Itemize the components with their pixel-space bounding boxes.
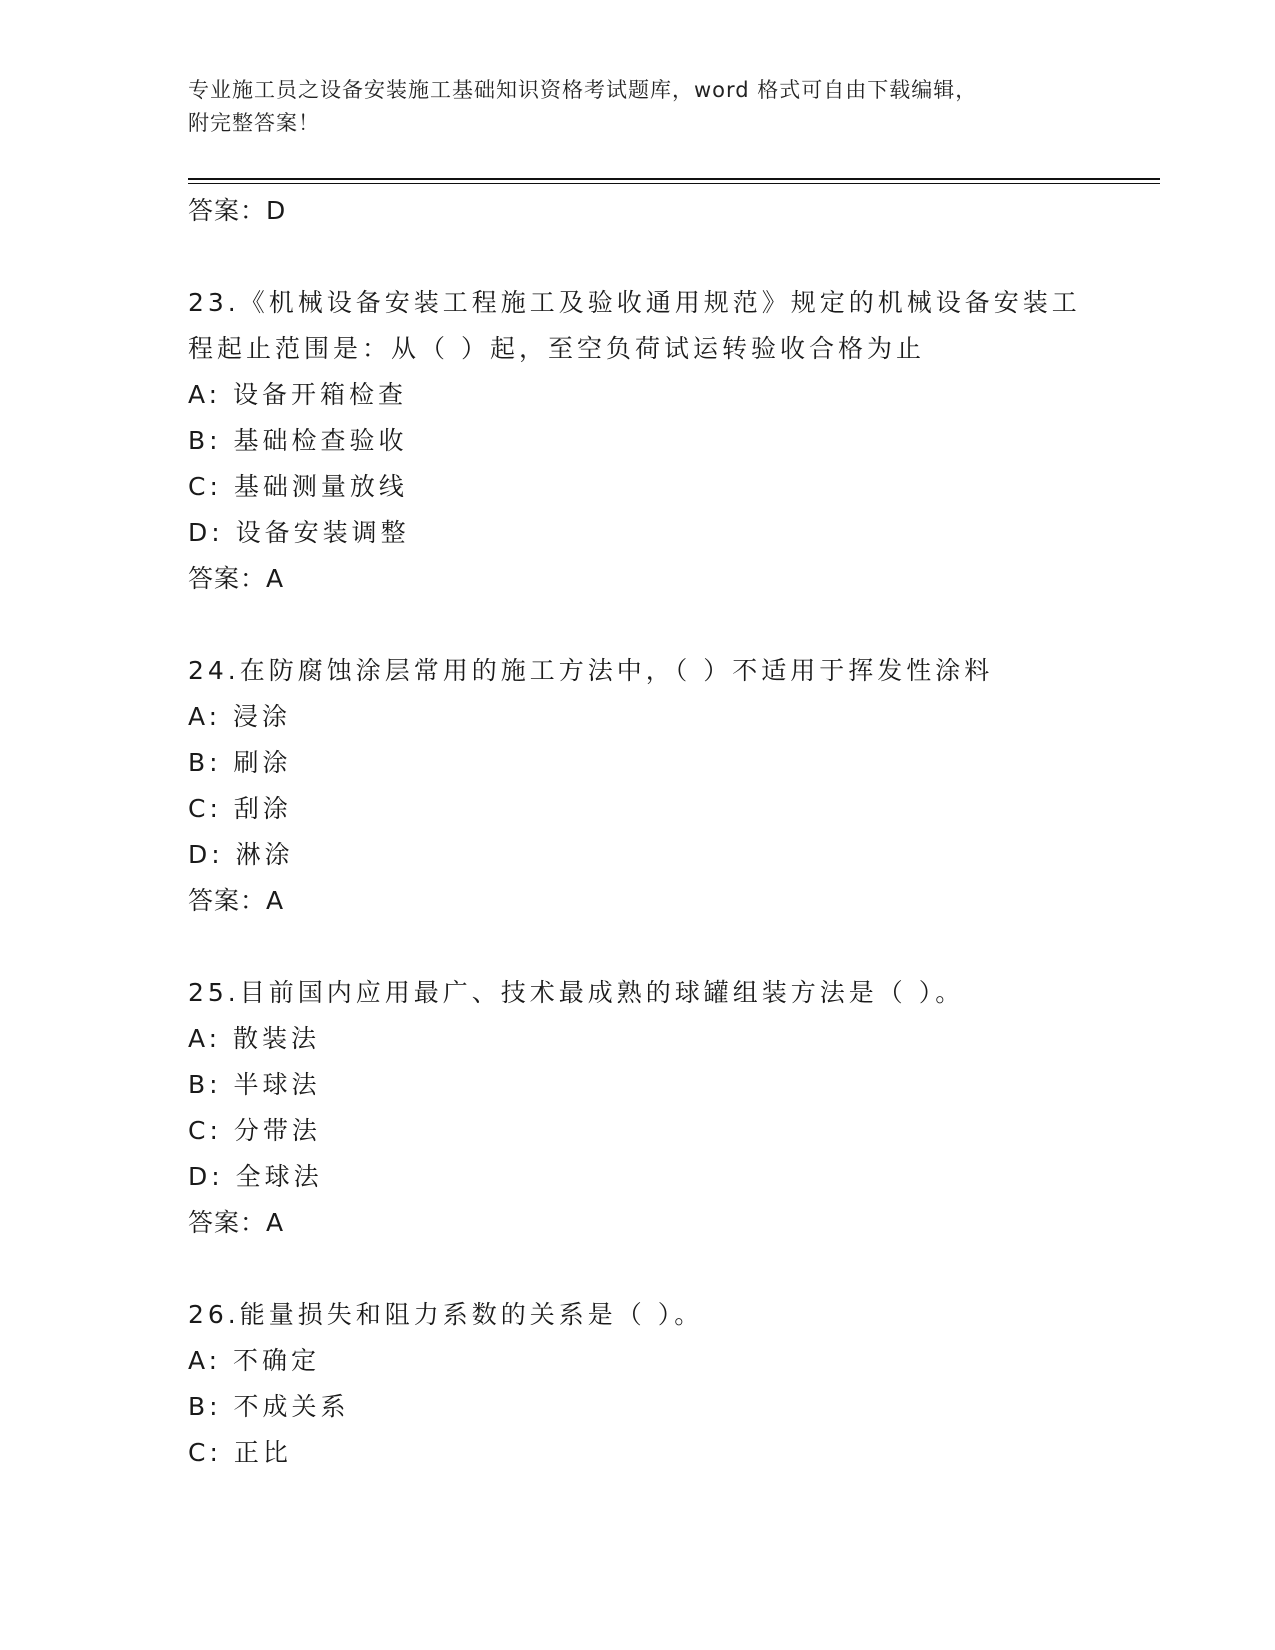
question-stem: 25.目前国内应用最广、技术最成熟的球罐组装方法是（ ）。 xyxy=(188,978,965,1007)
answer-line: 答案：A xyxy=(188,886,285,915)
option-c: C: 刮涂 xyxy=(188,794,292,823)
header-divider-thick xyxy=(188,178,1160,180)
answer-line: 答案：A xyxy=(188,1208,285,1237)
option-a: A: 不确定 xyxy=(188,1346,321,1375)
option-b: B: 不成关系 xyxy=(188,1392,350,1421)
header-line-1: 专业施工员之设备安装施工基础知识资格考试题库，word 格式可自由下载编辑， xyxy=(188,78,978,102)
question-stem: 24.在防腐蚀涂层常用的施工方法中，（ ）不适用于挥发性涂料 xyxy=(188,656,994,685)
header-divider-thin xyxy=(188,183,1160,184)
option-a: A: 设备开箱检查 xyxy=(188,380,408,409)
spacer xyxy=(188,234,1168,280)
document-header xyxy=(188,74,1088,140)
question-stem: 23.《机械设备安装工程施工及验收通用规范》规定的机械设备安装工 xyxy=(188,288,1081,317)
option-d: D: 设备安装调整 xyxy=(188,518,410,547)
question-block xyxy=(188,970,1168,1246)
question-block xyxy=(188,1292,1168,1476)
spacer xyxy=(188,924,1168,970)
option-b: B: 基础检查验收 xyxy=(188,426,408,455)
option-b: B: 半球法 xyxy=(188,1070,321,1099)
option-b: B: 刷涂 xyxy=(188,748,292,777)
header-line-2: 附完整答案！ xyxy=(188,111,320,135)
question-stem-continued: 程起止范围是：从（ ）起，至空负荷试运转验收合格为止 xyxy=(188,334,925,363)
previous-answer: 答案：D xyxy=(188,196,287,225)
option-c: C: 基础测量放线 xyxy=(188,472,408,501)
spacer xyxy=(188,1246,1168,1292)
question-block xyxy=(188,280,1168,602)
question-block xyxy=(188,648,1168,924)
option-d: D: 淋涂 xyxy=(188,840,294,869)
option-c: C: 正比 xyxy=(188,1438,292,1467)
question-stem: 26.能量损失和阻力系数的关系是（ ）。 xyxy=(188,1300,704,1329)
option-a: A: 浸涂 xyxy=(188,702,292,731)
option-a: A: 散装法 xyxy=(188,1024,321,1053)
option-c: C: 分带法 xyxy=(188,1116,321,1145)
document-body xyxy=(188,188,1168,1476)
spacer xyxy=(188,602,1168,648)
option-d: D: 全球法 xyxy=(188,1162,323,1191)
answer-line: 答案：A xyxy=(188,564,285,593)
